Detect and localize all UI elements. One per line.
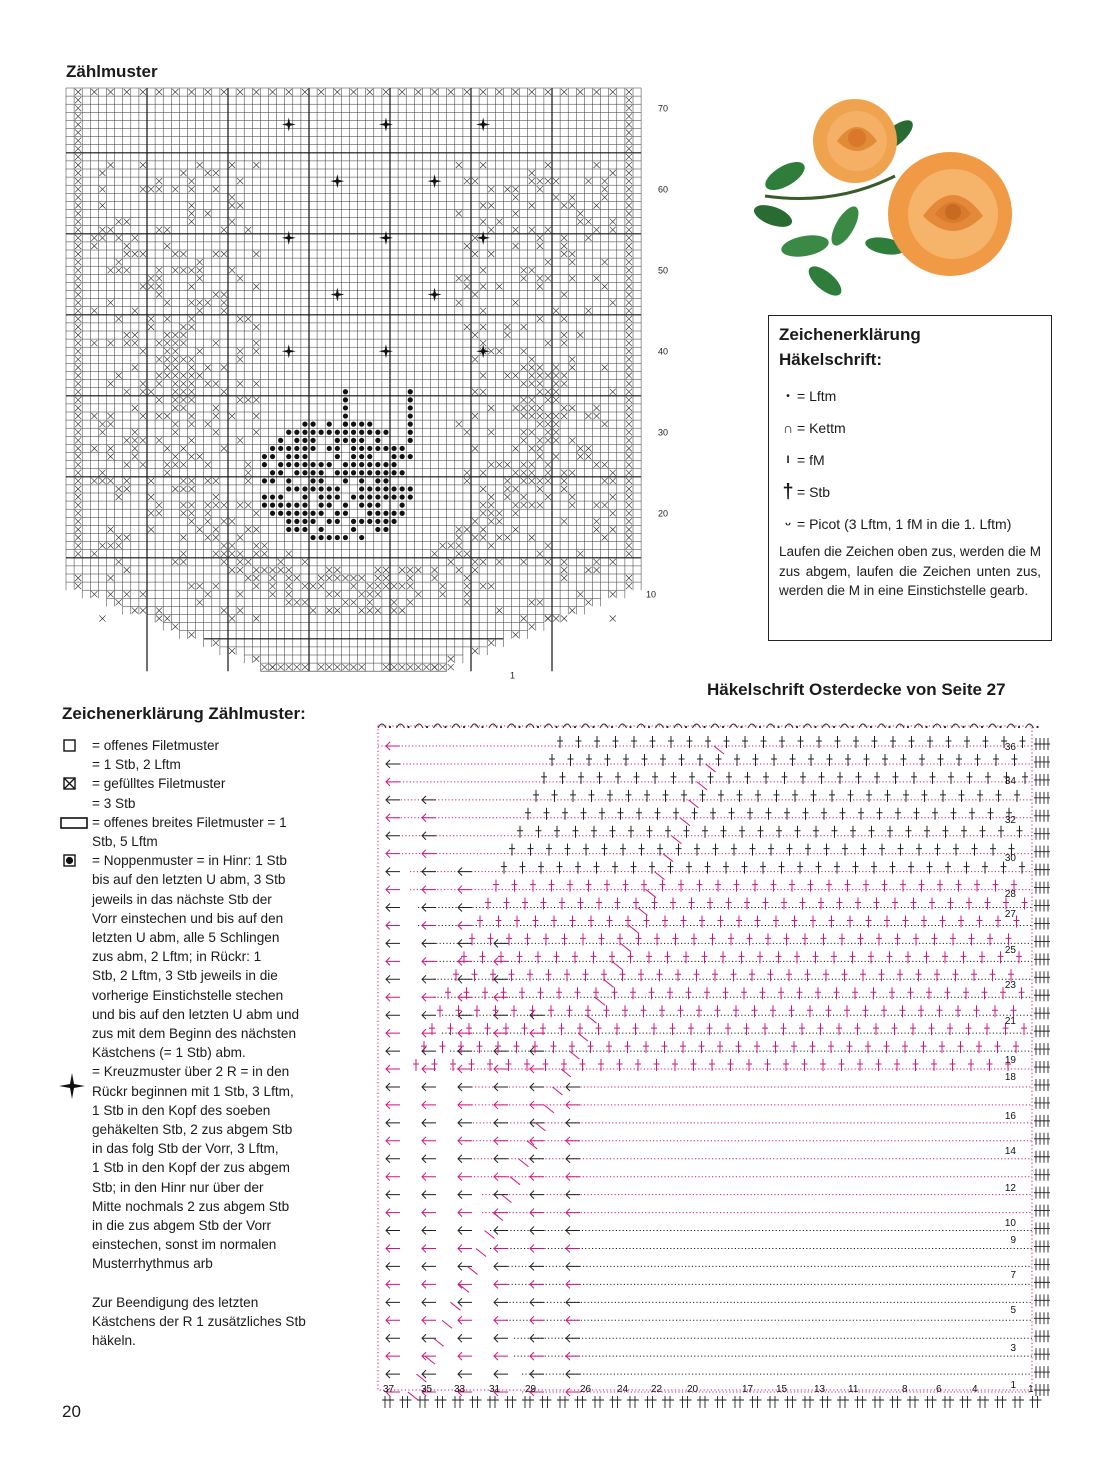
legend-item-wide xyxy=(62,813,328,851)
row-number-right: 14 xyxy=(1004,1146,1016,1157)
legend-line: letzten U abm, alle 5 Schlingen xyxy=(92,930,280,946)
legend-line: in die zus abgem Stb der Vorr xyxy=(92,1218,272,1234)
legend-item-cross xyxy=(62,1062,328,1273)
legend-line: einstechen, sonst im normalen xyxy=(92,1237,277,1253)
legend-line: in das folg Stb der Vorr, 3 Lftm, xyxy=(92,1141,279,1157)
row-number-right: 21 xyxy=(1004,1016,1016,1027)
legend-line: = 1 Stb, 2 Lftm xyxy=(92,757,181,773)
zaehlmuster-chart xyxy=(62,86,672,686)
legend-line: Rückr beginnen mit 1 Stb, 3 Lftm, xyxy=(92,1083,294,1099)
row-number-right: 18 xyxy=(1004,1072,1016,1083)
row-number-bottom: 17 xyxy=(742,1384,754,1395)
legend-text: = Stb xyxy=(797,484,831,500)
legend-line: 1 Stb in den Kopf des soeben xyxy=(92,1102,271,1118)
row-number-right: 25 xyxy=(1004,945,1016,956)
row-label: 70 xyxy=(658,103,669,114)
filled-square-icon xyxy=(62,776,78,792)
legend-line: zus abm, 2 Lftm; in Rückr: 1 xyxy=(92,949,262,965)
legend-line: Zur Beendigung des letzten xyxy=(92,1294,259,1310)
legend-line: Stb; in den Hinr nur über der xyxy=(92,1179,264,1195)
row-label: 40 xyxy=(658,346,669,357)
row-label: 50 xyxy=(658,265,669,276)
legend-text: = fM xyxy=(797,452,825,468)
row-number-bottom: 6 xyxy=(936,1384,942,1395)
legend-haekel-title-2: Häkelschrift: xyxy=(779,350,882,369)
legend-line: Stb, 2 Lftm, 3 Stb jeweils in die xyxy=(92,968,278,984)
row-number-bottom: 26 xyxy=(580,1384,592,1395)
legend-line: häkeln. xyxy=(92,1333,136,1349)
row-number-bottom: 31 xyxy=(489,1384,501,1395)
legend-row-picot xyxy=(779,508,1041,540)
legend-line: gehäkelten Stb, 2 zus abgem Stb xyxy=(92,1122,293,1138)
legend-zaehlmuster xyxy=(62,736,328,1350)
legend-line: Musterrhythmus arb xyxy=(92,1256,213,1272)
row-number-right: 3 xyxy=(1010,1343,1016,1354)
rose-photo xyxy=(745,96,1035,306)
row-number-right: 10 xyxy=(1004,1218,1016,1229)
row-number-bottom: 8 xyxy=(902,1384,908,1395)
bobble-icon xyxy=(62,853,78,869)
row-label: 1 xyxy=(510,670,516,681)
rose-2 xyxy=(888,152,1012,276)
open-square-icon xyxy=(62,738,78,754)
row-number-bottom: 13 xyxy=(814,1384,826,1395)
legend-line: Stb, 5 Lftm xyxy=(92,834,158,850)
picot-icon: ᵕ xyxy=(785,516,791,532)
haekelschrift-chart xyxy=(368,716,1060,1420)
legend-final-note xyxy=(62,1293,328,1351)
legend-line: Kästchens der R 1 zusätzliches Stb xyxy=(92,1313,306,1329)
legend-line: Mitte nochmals 2 zus abgem Stb xyxy=(92,1198,290,1214)
legend-text: = Kettm xyxy=(797,420,846,436)
row-number-right: 28 xyxy=(1004,889,1016,900)
legend-line: jeweils in das nächste Stb der xyxy=(92,891,272,907)
chain-dot-icon: • xyxy=(786,390,790,402)
legend-line: Kästchens (= 1 Stb) abm. xyxy=(92,1045,246,1061)
page-number: 20 xyxy=(62,1402,81,1421)
row-label: 20 xyxy=(658,508,669,519)
legend-line: 1 Stb in den Kopf der zus abgem xyxy=(92,1160,290,1176)
legend-line: vorherige Einstichstelle stechen xyxy=(92,987,284,1003)
row-number-bottom: 37 xyxy=(383,1384,395,1395)
row-number-right: 19 xyxy=(1004,1055,1016,1066)
row-number-right: 5 xyxy=(1010,1305,1016,1316)
legend-row-stb xyxy=(779,476,1041,508)
legend-line: = 3 Stb xyxy=(92,795,136,811)
legend-haekel-note: Laufen die Zeichen oben zus, werden die M zus abgem, laufen die Zeichen unten zus, werden die M in eine Einstichstelle gearb. xyxy=(779,544,1041,598)
cross-star-icon xyxy=(58,1072,86,1100)
row-number-bottom: 24 xyxy=(617,1384,629,1395)
row-number-bottom: 15 xyxy=(776,1384,788,1395)
row-label: 10 xyxy=(646,589,657,600)
legend-haekel-title-1: Zeichenerklärung xyxy=(779,325,921,344)
legend-zaehlmuster-title: Zeichenerklärung Zählmuster: xyxy=(62,704,306,723)
row-number-bottom: 20 xyxy=(687,1384,699,1395)
row-number-bottom: 35 xyxy=(421,1384,433,1395)
legend-line: = offenes Filetmuster xyxy=(92,738,220,753)
row-number-bottom: 1 xyxy=(1028,1384,1034,1395)
row-number-bottom: 4 xyxy=(972,1384,978,1395)
row-number-right: 9 xyxy=(1010,1235,1016,1246)
legend-haekelschrift xyxy=(768,315,1052,641)
legend-line: Vorr einstechen und bis auf den xyxy=(92,910,284,926)
legend-line: = offenes breites Filetmuster = 1 xyxy=(92,814,287,830)
row-number-right: 27 xyxy=(1004,909,1016,920)
legend-line: = Kreuzmuster über 2 R = in den xyxy=(92,1064,290,1080)
legend-line: = Noppenmuster = in Hinr: 1 Stb xyxy=(92,853,287,869)
row-number-right: 23 xyxy=(1004,980,1016,991)
row-label: 60 xyxy=(658,184,669,195)
row-number-bottom: 11 xyxy=(848,1384,859,1395)
row-number-right: 34 xyxy=(1004,776,1016,787)
legend-row-fm xyxy=(779,444,1041,476)
zaehlmuster-title: Zählmuster xyxy=(66,62,158,81)
slip-stitch-icon: ∩ xyxy=(782,420,794,436)
legend-line: bis auf den letzten U abm, 3 Stb xyxy=(92,872,286,888)
haekelschrift-title: Häkelschrift Osterdecke von Seite 27 xyxy=(707,680,1006,699)
row-number-right: 30 xyxy=(1004,853,1016,864)
legend-item-open xyxy=(62,736,328,774)
legend-text: = Picot (3 Lftm, 1 fM in die 1. Lftm) xyxy=(797,516,1012,532)
row-number-right: 16 xyxy=(1004,1111,1016,1122)
row-number-right: 36 xyxy=(1004,742,1016,753)
legend-item-filled xyxy=(62,774,328,812)
legend-row-lftm xyxy=(779,380,1041,412)
legend-line: zus mit dem Beginn des nächsten xyxy=(92,1026,297,1042)
row-number-right: 12 xyxy=(1004,1183,1016,1194)
legend-line: = gefülltes Filetmuster xyxy=(92,776,226,792)
row-number-right: 32 xyxy=(1004,815,1016,826)
legend-text: = Lftm xyxy=(797,388,837,404)
single-crochet-icon: I xyxy=(786,454,790,466)
row-number-right: 1 xyxy=(1010,1380,1016,1391)
legend-line: und bis auf den letzten U abm und xyxy=(92,1006,300,1022)
row-number-bottom: 33 xyxy=(454,1384,466,1395)
legend-item-bobble xyxy=(62,851,328,1062)
row-number-bottom: 22 xyxy=(651,1384,663,1395)
rose-1 xyxy=(813,99,897,183)
row-number-right: 7 xyxy=(1010,1270,1016,1281)
row-label: 30 xyxy=(658,427,669,438)
legend-row-kettm xyxy=(779,412,1041,444)
row-number-bottom: 29 xyxy=(525,1384,537,1395)
double-crochet-icon: † xyxy=(782,480,794,503)
wide-rectangle-icon xyxy=(60,815,90,831)
